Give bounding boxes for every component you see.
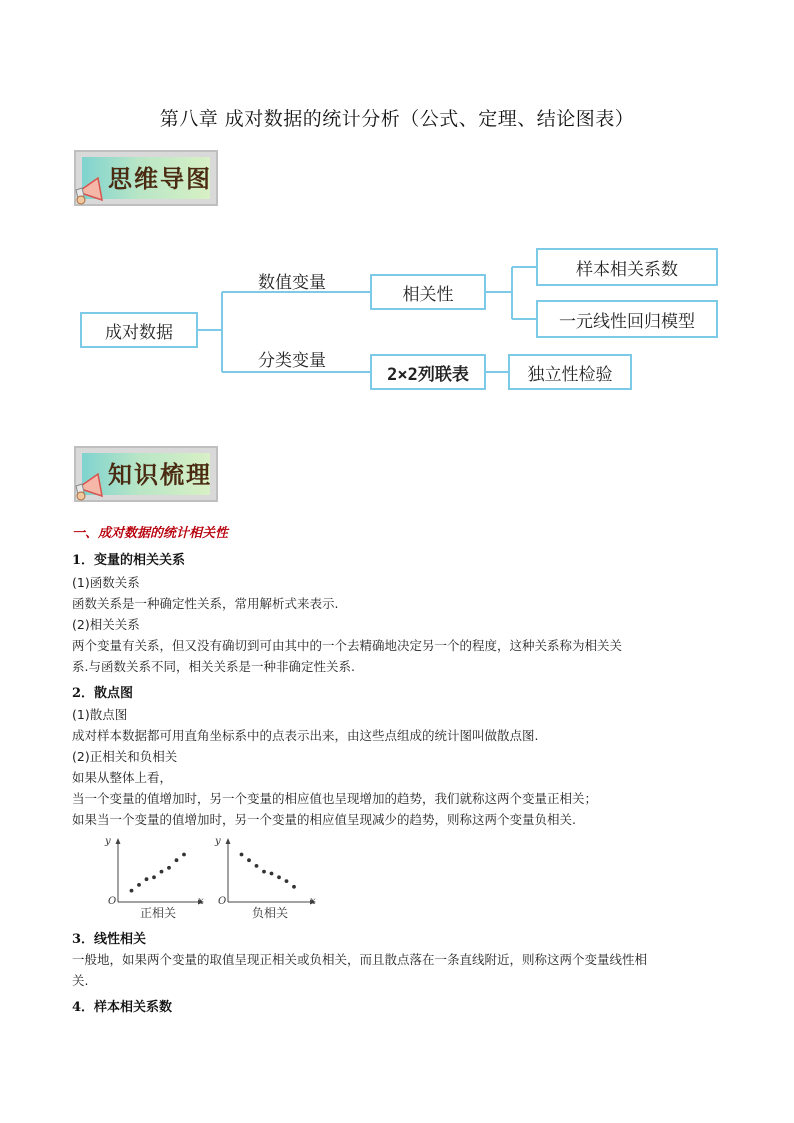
- origin-label: O: [218, 896, 227, 907]
- axis-y-label: y: [215, 836, 221, 847]
- paragraph: (1)散点图: [72, 707, 128, 722]
- positive-scatter-point: [167, 866, 171, 870]
- negative-scatter-point: [247, 858, 251, 862]
- scatter-graphs: [100, 832, 340, 920]
- mindmap-banner-title: 思维导图: [108, 164, 212, 193]
- positive-scatter-point: [175, 858, 179, 862]
- paragraph: 成对样本数据都可用直角坐标系中的点表示出来，由这些点组成的统计图叫做散点图.: [72, 728, 539, 743]
- paragraph: 如果从整体上看，: [72, 770, 173, 785]
- heading-4: 4．样本相关系数: [72, 1000, 173, 1015]
- positive-correlation-label: 正相关: [140, 906, 177, 920]
- negative-correlation-label: 负相关: [252, 906, 289, 920]
- negative-scatter-point: [255, 864, 259, 868]
- paragraph: (1)函数关系: [72, 575, 140, 590]
- positive-scatter-point: [145, 877, 149, 881]
- positive-scatter-point: [182, 853, 186, 857]
- paragraph: 如果当一个变量的值增加时，另一个变量的相应值呈现减少的趋势，则称这两个变量负相关.: [72, 812, 576, 827]
- heading-3: 3．线性相关: [72, 932, 147, 947]
- mindmap-categorical-label: 分类变量: [258, 351, 326, 371]
- positive-scatter-point: [152, 875, 156, 879]
- negative-scatter-point: [277, 875, 281, 879]
- mindmap-root: 成对数据: [80, 312, 198, 348]
- paragraph: 当一个变量的值增加时，另一个变量的相应值也呈现增加的趋势，我们就称这两个变量正相关；: [72, 791, 598, 806]
- origin-label: O: [108, 896, 117, 907]
- mindmap-contingency: 2×2列联表: [370, 354, 486, 390]
- paragraph: 一般地，如果两个变量的取值呈现正相关或负相关，而且散点落在一条直线附近，则称这两个变量线性相: [72, 952, 648, 967]
- negative-scatter-point: [262, 870, 266, 874]
- mindmap-sample-corr: 样本相关系数: [536, 248, 718, 286]
- heading-2: 2．散点图: [72, 686, 134, 701]
- negative-scatter-point: [240, 853, 244, 857]
- paragraph: (2)正相关和负相关: [72, 749, 178, 764]
- negative-scatter-point: [292, 885, 296, 889]
- mindmap-correlation: 相关性: [370, 274, 486, 310]
- paragraph: 两个变量有关系，但又没有确切到可由其中的一个去精确地决定另一个的程度，这种关系称为相关关: [72, 638, 623, 653]
- paragraph: (2)相关关系: [72, 617, 140, 632]
- mindmap-numeric-label: 数值变量: [258, 273, 326, 293]
- paragraph: 系.与函数关系不同，相关关系是一种非确定性关系.: [72, 659, 355, 674]
- positive-scatter-point: [137, 883, 141, 887]
- paragraph: 关.: [72, 973, 89, 988]
- negative-scatter-point: [285, 879, 289, 883]
- positive-scatter-point: [130, 889, 134, 893]
- heading-1: 1．变量的相关关系: [72, 553, 186, 568]
- positive-scatter-point: [160, 870, 164, 874]
- mindmap-diagram: [74, 240, 724, 400]
- axis-y-label: y: [105, 836, 111, 847]
- mindmap-banner: [74, 150, 218, 206]
- mindmap-independence: 独立性检验: [508, 354, 632, 390]
- knowledge-banner: [74, 446, 218, 502]
- mindmap-linear-regression: 一元线性回归模型: [536, 300, 718, 338]
- page-title: 第八章 成对数据的统计分析（公式、定理、结论图表）: [159, 108, 635, 130]
- axis-x-label: x: [198, 896, 204, 907]
- paragraph: 函数关系是一种确定性关系，常用解析式来表示.: [72, 596, 339, 611]
- negative-scatter-point: [270, 872, 274, 876]
- axis-x-label: x: [310, 896, 316, 907]
- knowledge-banner-title: 知识梳理: [108, 460, 212, 489]
- section-title: 一、成对数据的统计相关性: [72, 526, 229, 541]
